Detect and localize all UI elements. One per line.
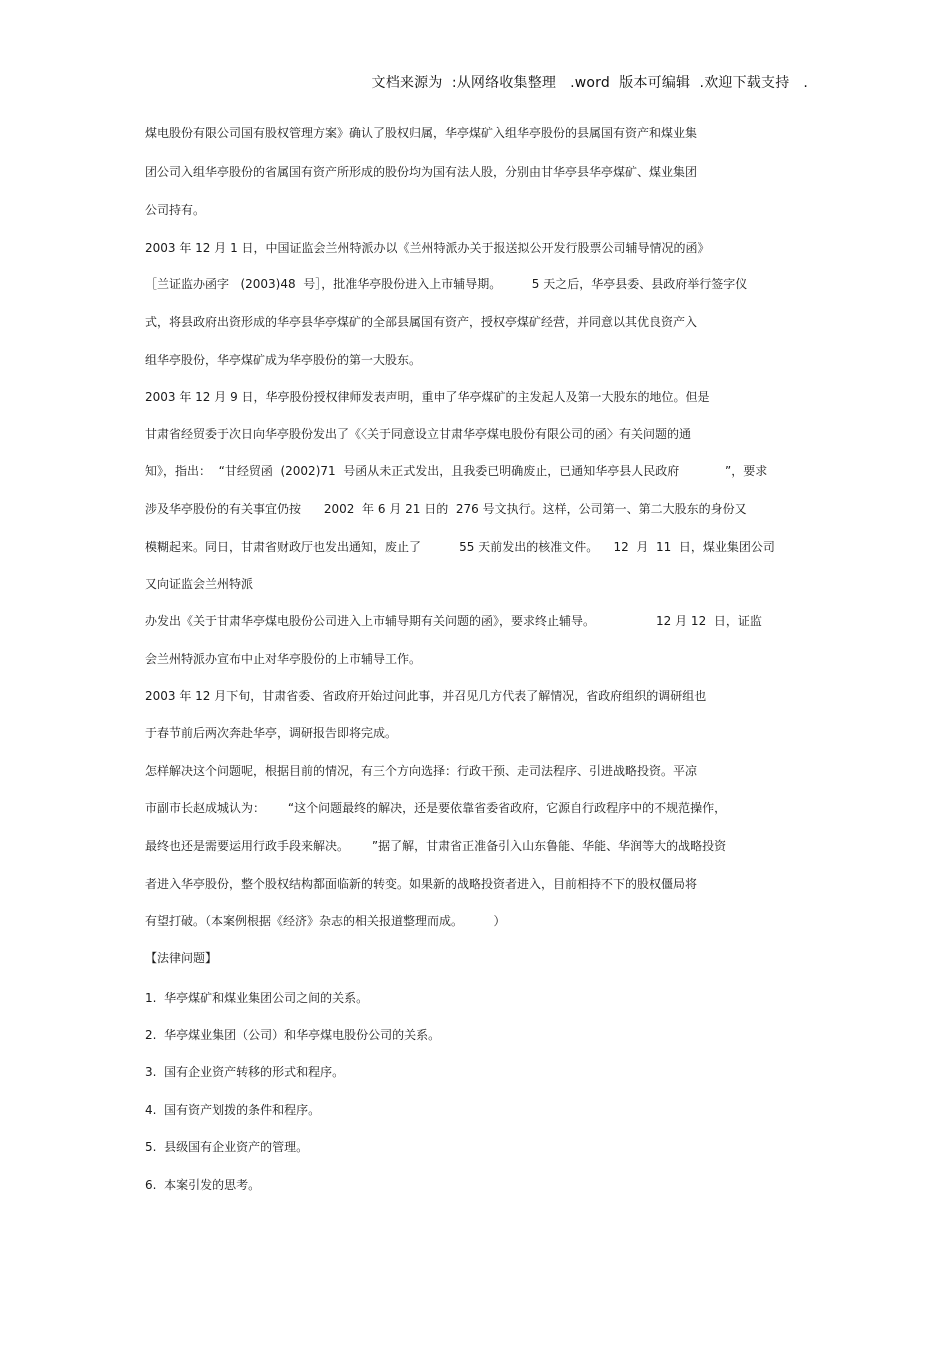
list-item: 6. 本案引发的思考。 [145,1178,261,1192]
paragraph-line: 者进入华亭股份，整个股权结构都面临新的转变。如果新的战略投资者进入，目前相持不下的股权僵局将 [145,877,698,891]
paragraph-line: 组华亭股份，华亭煤矿成为华亭股份的第一大股东。 [145,353,422,367]
list-item: 5. 县级国有企业资产的管理。 [145,1140,309,1154]
paragraph-line: 2003 年 12 月 1 日，中国证监会兰州特派办以《兰州特派办关于报送拟公开发行股票公司辅导情况的函》 [145,241,710,255]
paragraph-line: 涉及华亭股份的有关事宜仍按 2002 年 6 月 21 日的 276 号文执行。这样，公司第一、第二大股东的身份又 [145,502,747,516]
list-item: 3. 国有企业资产转移的形式和程序。 [145,1065,345,1079]
list-item: 1. 华亭煤矿和煤业集团公司之间的关系。 [145,991,369,1005]
paragraph-line: 公司持有。 [145,203,206,217]
page-header: 文档来源为 :从网络收集整理 .word 版本可编辑 .欢迎下载支持 . [371,75,808,91]
paragraph-line: 甘肃省经贸委于次日向华亭股份发出了《〈关于同意设立甘肃华亭煤电股份有限公司的函〉有关问题的通 [145,427,692,441]
paragraph-line: 煤电股份有限公司国有股权管理方案》确认了股权归属，华亭煤矿入组华亭股份的县属国有资产和煤业集 [145,126,698,140]
paragraph-line: 知》，指出： “甘经贸函 (2002)71 号函从未正式发出，且我委已明确废止，已通知华亭县人民政府 ”，要求 [145,464,768,478]
paragraph-line: 又向证监会兰州特派 [145,577,254,591]
section-heading: 【法律问题】 [145,951,218,965]
paragraph-line: ［兰证监办函字 (2003)48 号］，批准华亭股份进入上市辅导期。 5 天之后，华亭县委、县政府举行签字仪 [145,277,748,291]
paragraph-line: 怎样解决这个问题呢，根据目前的情况，有三个方向选择：行政干预、走司法程序、引进战略投资。平凉 [145,764,698,778]
paragraph-line: 2003 年 12 月下旬，甘肃省委、省政府开始过问此事，并召见几方代表了解情况，省政府组织的调研组也 [145,689,707,703]
list-item: 2. 华亭煤业集团（公司）和华亭煤电股份公司的关系。 [145,1028,441,1042]
paragraph-line: 市副市长赵成城认为： “这个问题最终的解决，还是要依靠省委省政府，它源自行政程序中的不规范操作， [145,801,727,815]
paragraph-line: 团公司入组华亭股份的省属国有资产所形成的股份均为国有法人股，分别由甘华亭县华亭煤矿、煤业集团 [145,165,698,179]
paragraph-line: 2003 年 12 月 9 日，华亭股份授权律师发表声明，重申了华亭煤矿的主发起人及第一大股东的地位。但是 [145,390,710,404]
paragraph-line: 于春节前后两次奔赴华亭，调研报告即将完成。 [145,726,398,740]
paragraph-line: 式，将县政府出资形成的华亭县华亭煤矿的全部县属国有资产，授权亭煤矿经营，并同意以其优良资产入 [145,315,698,329]
paragraph-line: 模糊起来。同日，甘肃省财政厅也发出通知，废止了 55 天前发出的核准文件。 12 月 11 日，煤业集团公司 [145,540,775,554]
paragraph-line: 有望打破。（本案例根据《经济》杂志的相关报道整理而成。 ） [145,914,506,928]
list-item: 4. 国有资产划拨的条件和程序。 [145,1103,321,1117]
paragraph-line: 会兰州特派办宣布中止对华亭股份的上市辅导工作。 [145,652,422,666]
paragraph-line: 办发出《关于甘肃华亭煤电股份公司进入上市辅导期有关问题的函》，要求终止辅导。 12 月 12 日，证监 [145,614,762,628]
paragraph-line: 最终也还是需要运用行政手段来解决。 ”据了解，甘肃省正准备引入山东鲁能、华能、华润等大的战略投资 [145,839,727,853]
